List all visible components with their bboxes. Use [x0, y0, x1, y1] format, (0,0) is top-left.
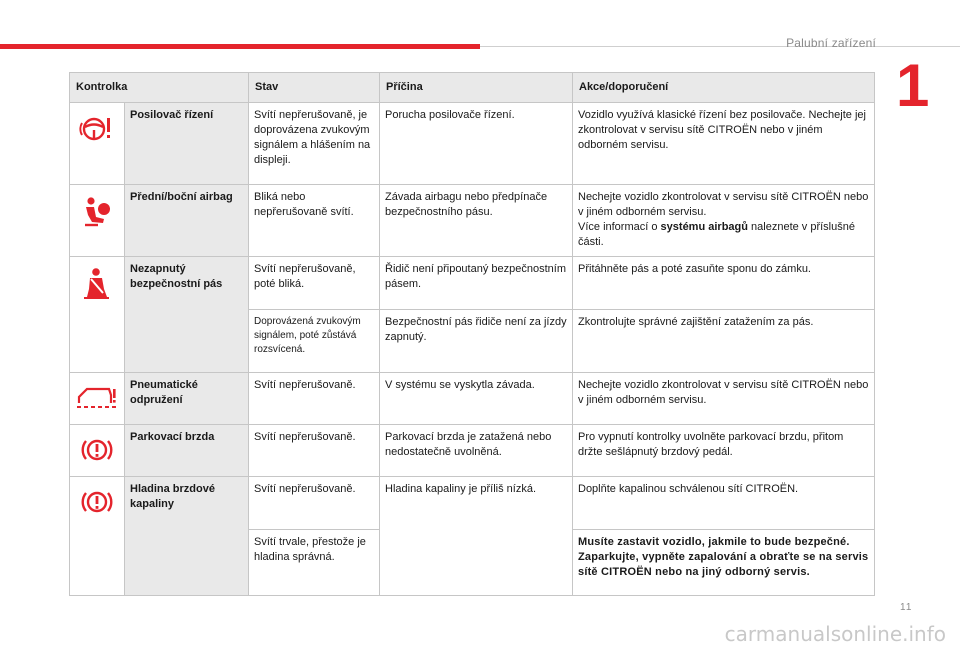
akce-cell: Pro vypnutí kontrolky uvolněte parkovací brzdu, přitom držte sešlápnutý brzdový pedál.: [573, 425, 875, 477]
akce-bold-text: Musíte zastavit vozidlo, jakmile to bude bezpečné. Zaparkujte, vypněte zapalování a obraťte se na servis sítě CITROËN nebo na jiný odborný servis.: [578, 536, 869, 578]
icon-cell: [70, 477, 125, 596]
table-row: [70, 185, 875, 257]
stav-cell: Doprovázená zvukovým signálem, poté zůstává rozsvícená.: [249, 310, 380, 373]
pricina-cell: Řidič není připoutaný bezpečnostním pásem.: [380, 257, 573, 310]
akce-text: Více informací o: [578, 221, 658, 233]
stav-cell: Svítí nepřerušovaně.: [249, 477, 380, 530]
light-name: Pneumatické odpružení: [125, 373, 249, 425]
table-header-row: [70, 73, 875, 103]
icon-cell: [70, 103, 125, 185]
icon-cell: [70, 425, 125, 477]
pricina-cell: V systému se vyskytla závada.: [380, 373, 573, 425]
akce-text: naleznete v příslušné části.: [578, 221, 855, 248]
chapter-number: 1: [896, 52, 930, 119]
page-number: 11: [900, 602, 913, 613]
icon-cell: [70, 257, 125, 373]
table-row: [70, 477, 875, 530]
stav-cell: Svítí nepřerušovaně.: [249, 425, 380, 477]
stav-cell: Svítí nepřerušovaně, poté bliká.: [249, 257, 380, 310]
pricina-cell: Parkovací brzda je zatažená nebo nedostatečně uvolněná.: [380, 425, 573, 477]
light-name: Parkovací brzda: [125, 425, 249, 477]
icon-cell: [70, 373, 125, 425]
light-name: Přední/boční airbag: [125, 185, 249, 257]
stav-cell: Svítí nepřerušovaně.: [249, 373, 380, 425]
table-row: [70, 373, 875, 425]
akce-cell: Doplňte kapalinou schválenou sítí CITROËN.: [573, 477, 875, 530]
light-name: Nezapnutý bezpečnostní pás: [125, 257, 249, 373]
akce-cell: [573, 185, 875, 257]
light-name: Hladina brzdové kapaliny: [125, 477, 249, 596]
table-row: [70, 425, 875, 477]
table-row: [70, 257, 875, 310]
parking-brake-icon: [79, 456, 115, 468]
brake-fluid-icon: [79, 508, 115, 520]
seatbelt-icon: [82, 292, 112, 304]
stav-cell: Bliká nebo nepřerušovaně svítí.: [249, 185, 380, 257]
header-red-bar: [0, 44, 480, 49]
stav-cell: Svítí trvale, přestože je hladina správná.: [249, 530, 380, 596]
akce-cell: [573, 530, 875, 596]
akce-text: Nechejte vozidlo zkontrolovat v servisu sítě CITROËN nebo v jiném odborném servisu.: [578, 191, 869, 218]
header-divider: [480, 46, 960, 47]
light-name: Posilovač řízení: [125, 103, 249, 185]
pricina-cell: Hladina kapaliny je příliš nízká.: [380, 477, 573, 596]
akce-cell: Zkontrolujte správné zajištění zatažením za pás.: [573, 310, 875, 373]
pricina-cell: Porucha posilovače řízení.: [380, 103, 573, 185]
col-header-akce: Akce/doporučení: [573, 73, 875, 103]
col-header-pricina: Příčina: [380, 73, 573, 103]
pricina-cell: Bezpečnostní pás řidiče není za jízdy zapnutý.: [380, 310, 573, 373]
steering-wheel-warning-icon: [76, 134, 118, 146]
warning-lights-table: [69, 72, 875, 596]
stav-cell: Svítí nepřerušovaně, je doprovázena zvukovým signálem a hlášením na displeji.: [249, 103, 380, 185]
col-header-stav: Stav: [249, 73, 380, 103]
akce-cell: Přitáhněte pás a poté zasuňte sponu do zámku.: [573, 257, 875, 310]
airbag-icon: [80, 220, 114, 232]
akce-cell: Vozidlo využívá klasické řízení bez posilovače. Nechejte jej zkontrolovat v servisu sítě CITROËN nebo v jiném odborném servisu.: [573, 103, 875, 185]
pricina-cell: Závada airbagu nebo předpínače bezpečnostního pásu.: [380, 185, 573, 257]
icon-cell: [70, 185, 125, 257]
table-row: [70, 103, 875, 185]
akce-cell: Nechejte vozidlo zkontrolovat v servisu sítě CITROËN nebo v jiném odborném servisu.: [573, 373, 875, 425]
akce-bold-text: systému airbagů: [660, 221, 748, 233]
col-header-kontrolka: Kontrolka: [70, 73, 249, 103]
section-title: Palubní zařízení: [786, 36, 876, 50]
pneumatic-suspension-icon: [75, 402, 119, 414]
watermark: carmanualsonline.info: [724, 622, 946, 646]
